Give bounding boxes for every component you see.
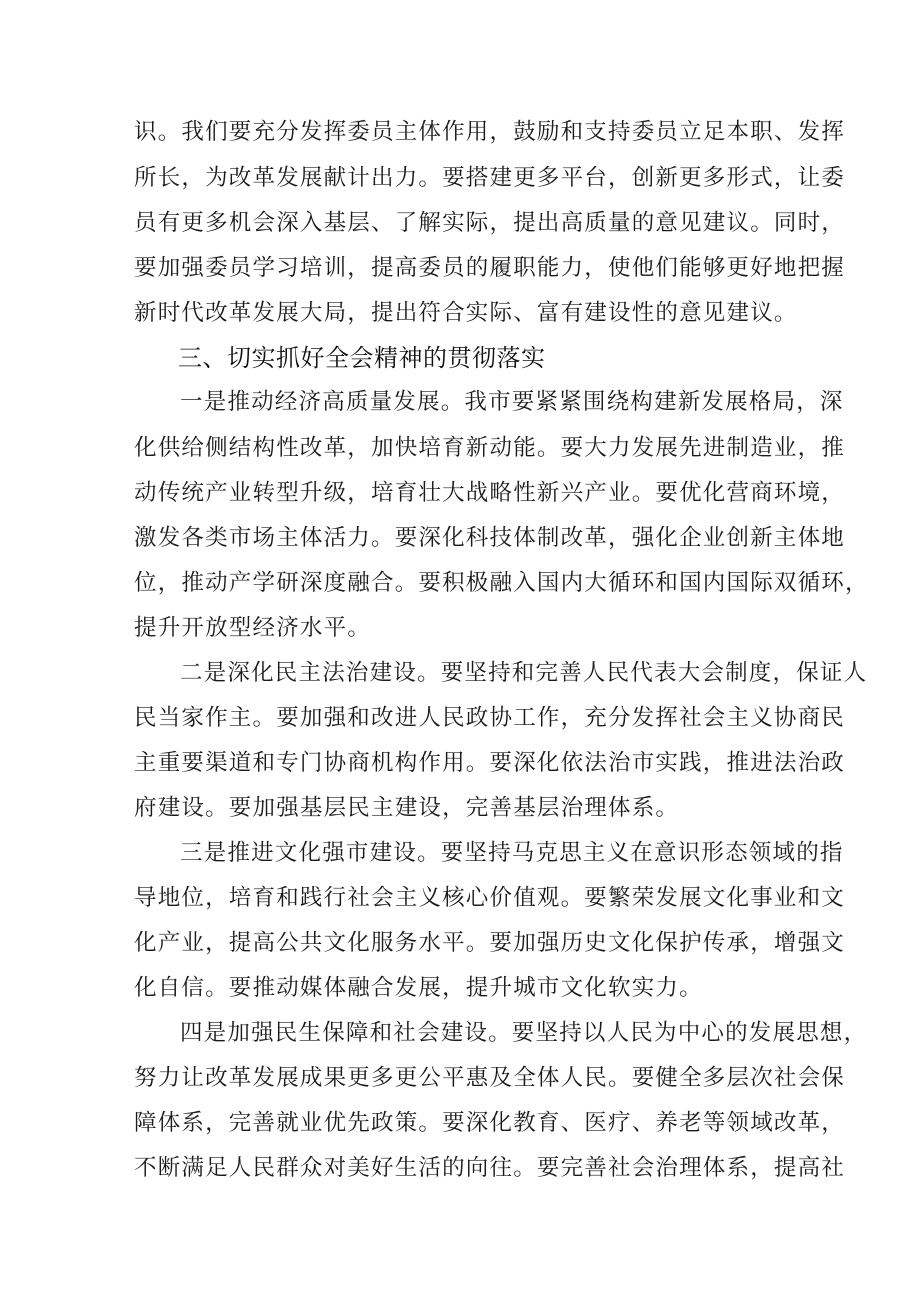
text-line: 激发各类市场主体活力。要深化科技体制改革，强化企业创新主体地 [134, 525, 846, 551]
text-line: 识。我们要充分发挥委员主体作用，鼓励和支持委员立足本职、发挥 [134, 119, 846, 145]
text-line: 位，推动产学研深度融合。要积极融入国内大循环和国内国际双循环， [134, 570, 869, 596]
text-line: 主重要渠道和专门协商机构作用。要深化依法治市实践，推进法治政 [134, 750, 846, 776]
text-line: 四是加强民生保障和社会建设。要坚持以人民为中心的发展思想， [180, 1020, 868, 1046]
text-line: 新时代改革发展大局，提出符合实际、富有建设性的意见建议。 [134, 300, 798, 326]
text-line: 不断满足人民群众对美好生活的向往。要完善社会治理体系，提高社 [134, 1155, 846, 1181]
text-line: 三是推进文化强市建设。要坚持马克思主义在意识形态领域的指 [180, 840, 844, 866]
section-heading: 三、切实抓好全会精神的贯彻落实 [178, 344, 546, 372]
text-line: 化自信。要推动媒体融合发展，提升城市文化软实力。 [134, 975, 703, 1001]
text-line: 二是深化民主法治建设。要坚持和完善人民代表大会制度，保证人 [180, 660, 868, 686]
text-line: 民当家作主。要加强和改进人民政协工作，充分发挥社会主义协商民 [134, 705, 846, 731]
text-line: 员有更多机会深入基层、了解实际，提出高质量的意见建议。同时， [134, 210, 846, 236]
text-line: 动传统产业转型升级，培育壮大战略性新兴产业。要优化营商环境， [134, 480, 846, 506]
text-line: 府建设。要加强基层民主建设，完善基层治理体系。 [134, 795, 680, 821]
text-line: 化供给侧结构性改革，加快培育新动能。要大力发展先进制造业，推 [134, 435, 846, 461]
text-line: 化产业，提高公共文化服务水平。要加强历史文化保护传承，增强文 [134, 930, 846, 956]
text-line: 障体系，完善就业优先政策。要深化教育、医疗、养老等领域改革， [134, 1110, 846, 1136]
text-line: 所长，为改革发展献计出力。要搭建更多平台，创新更多形式，让委 [134, 165, 846, 191]
text-line: 导地位，培育和践行社会主义核心价值观。要繁荣发展文化事业和文 [134, 885, 846, 911]
text-line: 提升开放型经济水平。 [134, 615, 372, 641]
text-line: 要加强委员学习培训，提高委员的履职能力，使他们能够更好地把握 [134, 255, 846, 281]
text-line: 一是推动经济高质量发展。我市要紧紧围绕构建新发展格局，深 [180, 389, 844, 415]
text-line: 努力让改革发展成果更多更公平惠及全体人民。要健全多层次社会保 [134, 1065, 846, 1091]
